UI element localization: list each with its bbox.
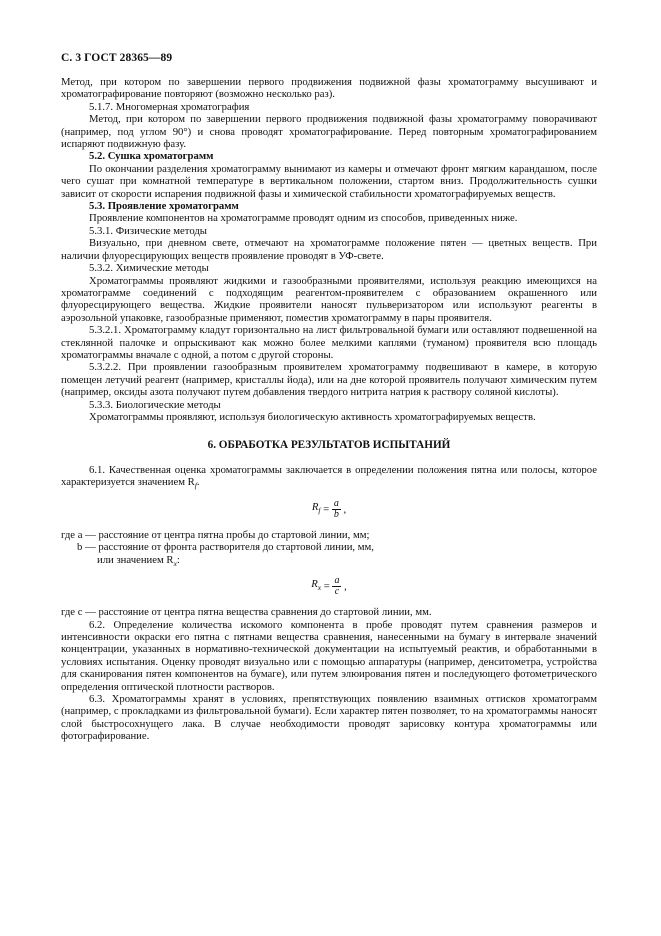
section-number: 5.2. xyxy=(89,150,106,163)
subsection-heading: 5.3.3. Биологические методы xyxy=(89,398,221,411)
formula-fraction: $\frac{a}{b}$ xyxy=(333,497,339,520)
subsection-heading: 5.1.7. Многомерная хроматография xyxy=(89,100,250,113)
legend-line: или значением $R_x$: xyxy=(97,553,180,568)
paragraph: 6.2. Определение количества искомого компонента в пробе проводят путем сравнения размеров и интенсивности окраски его пятна с пятнами вещества сравнения, нанесенными на бумагу в интервале значений концентрации, указанных в нормативно-технической документации на испытуемый реактив, и обработанными в условиях испытания. Оценку проводят визуально или с помощью аппаратуры (например, денситометра, устройства для сканирования пятен компонентов на бумаге), или путем элюирования пятен и последующего фотометрического определения оптической плотности растворов. xyxy=(61,618,597,693)
paragraph: 5.3.2.2. При проявлении газообразным проявителем хроматограмму подвешивают в камере, в которую помещен летучий реагент (например, кристаллы йода), или на дне которой проявитель получают химическим путем (например, оксиды азота получают путем добавления твердого нитрита натрия к раствору соляной кислоты). xyxy=(61,361,597,399)
paragraph: Метод, при котором по завершении первого продвижения подвижной фазы хроматограмму поворачивают (например, под углом 90°) и снова проводят хроматографирование. Перед повторным хроматографированием испаряют подвижную фазу. xyxy=(61,113,597,151)
paragraph: Хроматограммы проявляют жидкими и газообразными проявителями, используя реакцию имеющихся на хроматограмме соединений с подходящим реагентом-проявителем с образованием окрашенного или флуоресцирующего вещества. Жидкие проявители наносят пульверизатором или используют реагенты в аэрозольной упаковке, газообразные применяют, поместив хроматограмму в пары проявителя. xyxy=(61,274,597,324)
legend-line: где a — расстояние от центра пятна пробы до стартовой линии, мм; xyxy=(61,528,370,541)
section-5-3-heading xyxy=(61,200,597,212)
document-body xyxy=(61,76,597,743)
formula-rf: $R_f$ = $\frac{a}{b}$ , xyxy=(311,497,347,520)
paragraph: Хроматограммы проявляют, используя биологическую активность хроматографируемых веществ. xyxy=(89,410,536,423)
paragraph: По окончании разделения хроматограмму вынимают из камеры и отмечают фронт мягким карандашом, после чего сушат при комнатной температуре в вертикальном положении, стартом вниз. Продолжительность сушки зависит от скорости испарения подвижной фазы и химической стабильности хроматографируемых веществ. xyxy=(61,162,597,200)
subscript: f xyxy=(194,481,197,491)
section-number: 5.3. xyxy=(89,200,106,213)
formula-legend xyxy=(61,529,597,570)
paragraph: Визуально, при дневном свете, отмечают на хроматограмме положение пятен — цветных веществ. При наличии флуоресцирующих веществ проявление проводят в УФ-свете. xyxy=(61,237,597,262)
section-6-title: 6. ОБРАБОТКА РЕЗУЛЬТАТОВ ИСПЫТАНИЙ xyxy=(207,439,451,452)
section-5-2-heading xyxy=(61,150,597,162)
legend-line: b — расстояние от фронта растворителя до стартовой линии, мм, xyxy=(77,541,374,554)
paragraph: 5.3.2.1. Хроматограмму кладут горизонтально на лист фильтровальной бумаги или оставляют подвешенной на стеклянной палочке и опрыскивают как можно более мелкими каплями (туманом) проявителя всю площадь хроматограммы вначале с одной, а потом с другой стороны. xyxy=(61,324,597,361)
formula-rx: $R_x$ = $\frac{a}{c}$ , xyxy=(311,575,347,598)
paragraph: 6.1. Качественная оценка хроматограммы заключается в определении положения пятна или полосы, которое характеризуется значением $R_f$. xyxy=(61,463,597,491)
paragraph: Метод, при котором по завершении первого продвижения подвижной фазы хроматограмму высушивают и хроматографирование повторяют (возможно несколько раз). xyxy=(61,76,597,101)
formula-legend-line: где c — расстояние от центра пятна вещества сравнения до стартовой линии, мм. xyxy=(61,606,432,619)
paragraph-text: 6.1. Качественная оценка хроматограммы заключается в определении положения пятна или полосы, которое характеризуется значением R xyxy=(61,463,597,489)
formula-lhs: $R_f$ xyxy=(311,500,321,516)
section-title: Проявление хроматограмм xyxy=(107,200,239,213)
paragraph: Проявление компонентов на хроматограмме проводят одним из способов, приведенных ниже. xyxy=(89,212,518,225)
paragraph: 6.3. Хроматограммы хранят в условиях, препятствующих появлению взаимных оттисков хроматограмм (например, с прокладками из фильтровальной бумаги). Если характер пятен позволяет, то на хроматограммы наносят слой быстросохнущего лака. В случае необходимости проводят зарисовку контура хроматограммы или фотографирование. xyxy=(61,692,597,743)
formula-lhs: $R_x$ xyxy=(311,578,322,593)
subsection-heading: 5.3.2. Химические методы xyxy=(89,262,209,275)
page-header: С. 3 ГОСТ 28365—89 xyxy=(61,52,173,64)
formula-fraction: $\frac{a}{c}$ xyxy=(334,575,340,598)
subsection-heading: 5.3.1. Физические методы xyxy=(89,224,207,237)
section-title: Сушка хроматограмм xyxy=(107,150,214,163)
